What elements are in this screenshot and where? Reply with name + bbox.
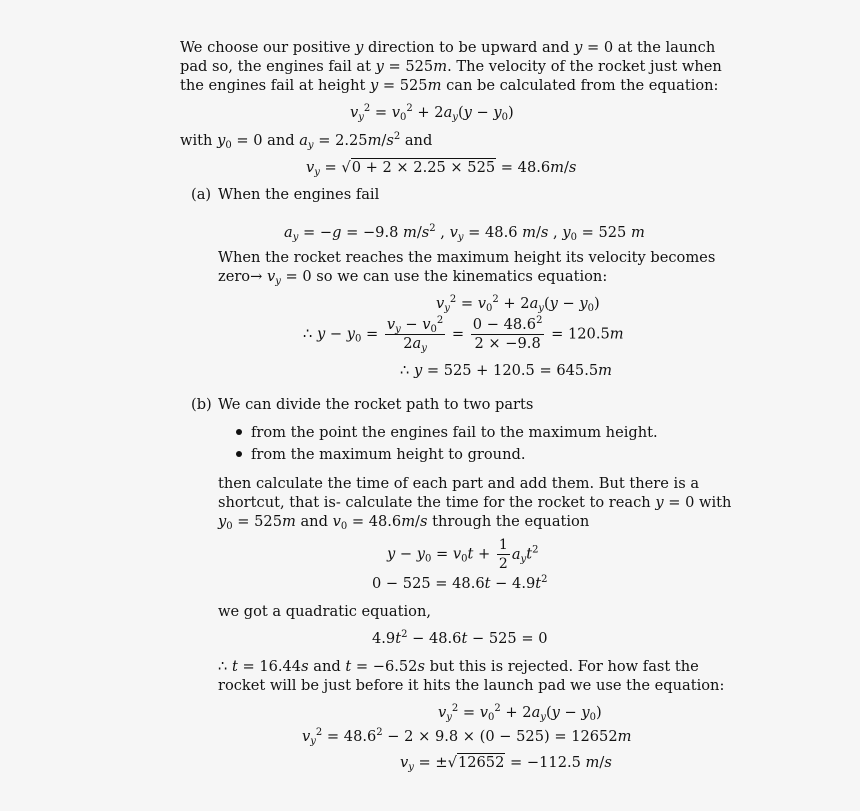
equation-part-b-kinematics: $v_y^2 = v_0^2 + 2a_y(y - y_0)$ [438,703,602,723]
part-b-label: (b) [191,396,212,413]
part-a-text-1: When the rocket reaches the maximum height its velocity becomes [218,249,716,266]
equation-part-a-max-height: ∴ y = 525 + 120.5 = 645.5m [400,362,612,379]
part-b-title: We can divide the rocket path to two parts [218,396,534,413]
part-b-text-5: ∴ t = 16.44s and t = −6.52s but this is rejected. For how fast the [218,658,699,675]
list-item: from the maximum height to ground. [236,445,525,464]
equation-velocity-squared: $v_y^2 = v_0^2 + 2a_y(y - y_0)$ [350,103,514,123]
equation-part-a-displacement: ∴ $y - y_0$ = $\frac{v_y - v_0^2}{2a_y}$ = $\frac{0 - 48.6^2}{2 \times -9.8}$ = 120.5m [303,315,624,354]
part-a-text-2: zero→ $v_y = 0$ so we can use the kinematics equation: [218,268,608,287]
part-b-text-4: we got a quadratic equation, [218,603,431,620]
equation-part-b-position: $y - y_0 = v_0t$ + $\frac{1}{2}$ $a_yt^2$ [387,537,539,572]
intro-line-1: We choose our positive y direction to be upward and y = 0 at the launch [180,39,716,56]
equation-part-a-kinematics: $v_y^2 = v_0^2 + 2a_y(y - y_0)$ [436,294,600,314]
equation-part-b-vy-squared: $v_y^2 = 48.6^2 - 2 \times 9.8 \times (0 - 525) = 12652m$ [302,727,632,747]
intro-line-3: the engines fail at height y = 525m can be calculated from the equation: [180,77,719,94]
equation-part-b-final-velocity: $v_y = \pm√12652 = -112.5$ m/s [400,754,612,773]
part-b-text-1: then calculate the time of each part and add them. But there is a [218,475,700,492]
part-a-title: When the engines fail [218,186,380,203]
part-b-text-3: $y_0 = 525m$ and $v_0 = 48.6m/s$ through the equation [218,513,590,532]
equation-part-a-given: $a_y = -g = -9.8$ $m/s^2$ , $v_y = 48.6$ m/s , $y_0 = 525$ m [284,223,645,243]
intro-line-4: with $y_0 = 0$ and $a_y = 2.25m/s^2$ and [180,131,433,151]
bullet-icon [236,429,242,435]
part-a-label: (a) [191,186,212,203]
bullet-icon [236,451,242,457]
list-item: from the point the engines fail to the maximum height. [236,423,658,442]
equation-part-b-substituted: $0 - 525 = 48.6t - 4.9t^2$ [372,574,548,592]
equation-vy-value: $v_y = √0 + 2 \times 2.25 \times 525 = 48.6m/s$ [306,159,577,178]
intro-line-2: pad so, the engines fail at y = 525m. The velocity of the rocket just when [180,58,722,75]
equation-part-b-quadratic: $4.9t^2 - 48.6t - 525 = 0$ [372,629,548,647]
part-b-text-2: shortcut, that is- calculate the time for the rocket to reach y = 0 with [218,494,732,511]
part-b-text-6: rocket will be just before it hits the launch pad we use the equation: [218,677,725,694]
